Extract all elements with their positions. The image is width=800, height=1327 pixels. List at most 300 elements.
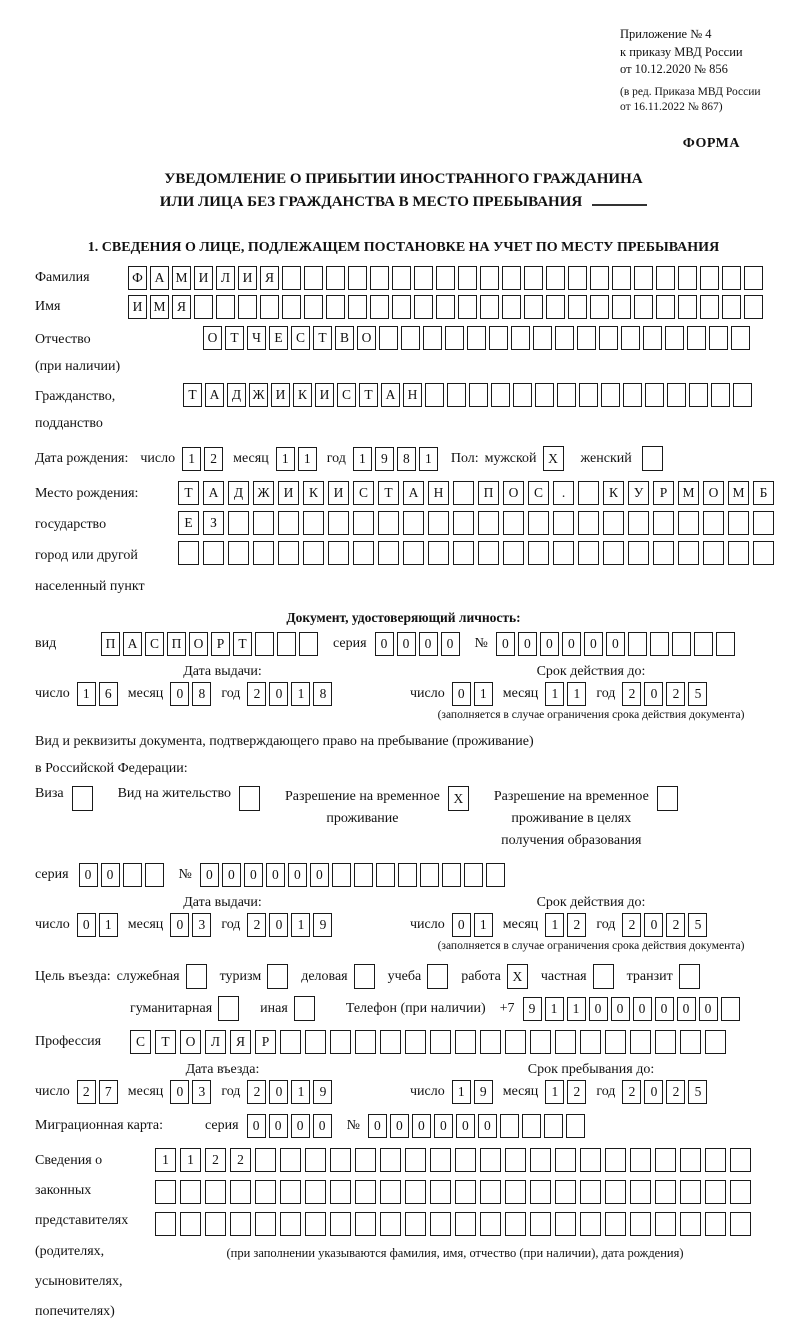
char-box[interactable]: 0 (200, 863, 219, 887)
char-box[interactable] (722, 266, 741, 290)
char-box[interactable]: 1 (180, 1148, 201, 1172)
char-box[interactable] (680, 1180, 701, 1204)
char-box[interactable] (458, 266, 477, 290)
char-box[interactable] (546, 295, 565, 319)
char-box[interactable] (578, 511, 599, 535)
char-box[interactable] (580, 1212, 601, 1236)
char-box[interactable] (453, 511, 474, 535)
char-box[interactable] (330, 1180, 351, 1204)
char-box[interactable] (655, 1148, 676, 1172)
char-box[interactable] (277, 632, 296, 656)
char-box[interactable]: Т (225, 326, 244, 350)
char-box[interactable]: 9 (313, 1080, 332, 1104)
char-box[interactable]: 0 (518, 632, 537, 656)
char-box[interactable] (355, 1148, 376, 1172)
char-box[interactable]: 0 (584, 632, 603, 656)
char-box[interactable]: 2 (205, 1148, 226, 1172)
char-box[interactable] (555, 1148, 576, 1172)
char-box[interactable]: 0 (677, 997, 696, 1021)
char-box[interactable] (580, 1148, 601, 1172)
char-box[interactable] (530, 1148, 551, 1172)
char-box[interactable] (722, 295, 741, 319)
char-box[interactable]: К (603, 481, 624, 505)
char-box[interactable]: 0 (77, 913, 96, 937)
char-box[interactable]: С (145, 632, 164, 656)
char-box[interactable]: М (678, 481, 699, 505)
char-box[interactable]: С (291, 326, 310, 350)
char-box[interactable]: У (628, 481, 649, 505)
char-box[interactable]: 2 (230, 1148, 251, 1172)
char-box[interactable]: 1 (567, 997, 586, 1021)
char-box[interactable] (436, 266, 455, 290)
char-box[interactable]: А (381, 383, 400, 407)
char-box[interactable] (655, 1180, 676, 1204)
char-box[interactable] (303, 541, 324, 565)
char-box[interactable]: 0 (244, 863, 263, 887)
char-box[interactable] (203, 541, 224, 565)
char-box[interactable] (380, 1212, 401, 1236)
char-box[interactable] (645, 383, 664, 407)
char-box[interactable]: 0 (310, 863, 329, 887)
char-box[interactable]: 0 (633, 997, 652, 1021)
char-box[interactable]: Д (228, 481, 249, 505)
char-box[interactable] (414, 295, 433, 319)
char-box[interactable] (705, 1030, 726, 1054)
char-box[interactable] (753, 511, 774, 535)
char-box[interactable] (505, 1180, 526, 1204)
char-box[interactable]: 1 (155, 1148, 176, 1172)
char-box[interactable] (145, 863, 164, 887)
char-box[interactable]: Л (216, 266, 235, 290)
char-box[interactable] (205, 1212, 226, 1236)
char-box[interactable]: И (315, 383, 334, 407)
char-box[interactable] (401, 326, 420, 350)
char-box[interactable]: Т (313, 326, 332, 350)
char-box[interactable] (205, 1180, 226, 1204)
sex-male-checkbox[interactable]: X (543, 446, 564, 471)
char-box[interactable] (630, 1212, 651, 1236)
char-box[interactable] (680, 1148, 701, 1172)
char-box[interactable]: 5 (688, 913, 707, 937)
sex-female-checkbox[interactable] (642, 446, 663, 471)
char-box[interactable]: 1 (99, 913, 118, 937)
char-box[interactable] (612, 266, 631, 290)
char-box[interactable] (228, 511, 249, 535)
char-box[interactable] (380, 1030, 401, 1054)
char-box[interactable] (155, 1212, 176, 1236)
char-box[interactable] (328, 541, 349, 565)
char-box[interactable] (500, 1114, 519, 1138)
char-box[interactable] (480, 1180, 501, 1204)
char-box[interactable] (568, 266, 587, 290)
char-box[interactable] (255, 1212, 276, 1236)
char-box[interactable] (458, 295, 477, 319)
char-box[interactable] (455, 1180, 476, 1204)
char-box[interactable] (348, 295, 367, 319)
char-box[interactable]: Я (230, 1030, 251, 1054)
char-box[interactable] (628, 511, 649, 535)
char-box[interactable]: И (271, 383, 290, 407)
char-box[interactable] (305, 1180, 326, 1204)
char-box[interactable] (180, 1180, 201, 1204)
char-box[interactable] (278, 511, 299, 535)
char-box[interactable]: 1 (291, 682, 310, 706)
char-box[interactable] (505, 1212, 526, 1236)
char-box[interactable]: 2 (622, 682, 641, 706)
char-box[interactable]: 0 (452, 682, 471, 706)
char-box[interactable]: 0 (540, 632, 559, 656)
purpose-checkbox[interactable] (294, 996, 315, 1021)
char-box[interactable] (578, 541, 599, 565)
char-box[interactable]: П (167, 632, 186, 656)
char-box[interactable] (678, 541, 699, 565)
char-box[interactable]: Ф (128, 266, 147, 290)
char-box[interactable] (379, 326, 398, 350)
purpose-checkbox[interactable]: X (507, 964, 528, 989)
char-box[interactable] (480, 1030, 501, 1054)
char-box[interactable]: 0 (266, 863, 285, 887)
char-box[interactable] (282, 266, 301, 290)
char-box[interactable] (524, 295, 543, 319)
char-box[interactable]: Я (260, 266, 279, 290)
char-box[interactable] (180, 1212, 201, 1236)
char-box[interactable]: 2 (247, 682, 266, 706)
char-box[interactable] (503, 541, 524, 565)
char-box[interactable]: . (553, 481, 574, 505)
char-box[interactable] (546, 266, 565, 290)
char-box[interactable] (612, 295, 631, 319)
char-box[interactable] (605, 1030, 626, 1054)
char-box[interactable] (689, 383, 708, 407)
char-box[interactable]: Б (753, 481, 774, 505)
char-box[interactable] (694, 632, 713, 656)
char-box[interactable]: Р (653, 481, 674, 505)
char-box[interactable]: 0 (419, 632, 438, 656)
char-box[interactable] (555, 1212, 576, 1236)
char-box[interactable] (480, 1148, 501, 1172)
char-box[interactable]: 1 (419, 447, 438, 471)
char-box[interactable] (656, 266, 675, 290)
char-box[interactable] (155, 1180, 176, 1204)
char-box[interactable]: 8 (397, 447, 416, 471)
char-box[interactable] (656, 295, 675, 319)
char-box[interactable] (580, 1180, 601, 1204)
char-box[interactable]: П (101, 632, 120, 656)
char-box[interactable] (354, 863, 373, 887)
char-box[interactable] (405, 1180, 426, 1204)
char-box[interactable] (280, 1030, 301, 1054)
char-box[interactable]: 2 (666, 682, 685, 706)
char-box[interactable]: 2 (77, 1080, 96, 1104)
purpose-checkbox[interactable] (427, 964, 448, 989)
char-box[interactable] (469, 383, 488, 407)
char-box[interactable] (753, 541, 774, 565)
char-box[interactable] (577, 326, 596, 350)
char-box[interactable] (535, 383, 554, 407)
char-box[interactable]: 0 (606, 632, 625, 656)
char-box[interactable] (643, 326, 662, 350)
char-box[interactable]: 0 (269, 913, 288, 937)
char-box[interactable] (253, 541, 274, 565)
char-box[interactable] (630, 1148, 651, 1172)
char-box[interactable]: Т (378, 481, 399, 505)
char-box[interactable] (430, 1148, 451, 1172)
char-box[interactable]: 8 (313, 682, 332, 706)
char-box[interactable] (255, 632, 274, 656)
char-box[interactable] (628, 541, 649, 565)
char-box[interactable] (530, 1030, 551, 1054)
char-box[interactable]: А (123, 632, 142, 656)
char-box[interactable]: 0 (170, 913, 189, 937)
char-box[interactable]: 2 (567, 1080, 586, 1104)
char-box[interactable] (376, 863, 395, 887)
char-box[interactable] (238, 295, 257, 319)
char-box[interactable] (580, 1030, 601, 1054)
temp-permit-edu-checkbox[interactable] (657, 786, 678, 811)
char-box[interactable] (555, 1180, 576, 1204)
char-box[interactable] (700, 266, 719, 290)
char-box[interactable] (303, 511, 324, 535)
char-box[interactable] (655, 1030, 676, 1054)
char-box[interactable] (353, 511, 374, 535)
char-box[interactable]: Т (178, 481, 199, 505)
char-box[interactable]: Н (428, 481, 449, 505)
char-box[interactable] (178, 541, 199, 565)
char-box[interactable]: 0 (269, 1080, 288, 1104)
char-box[interactable] (228, 541, 249, 565)
char-box[interactable] (278, 541, 299, 565)
char-box[interactable] (403, 511, 424, 535)
char-box[interactable] (380, 1180, 401, 1204)
char-box[interactable] (467, 326, 486, 350)
char-box[interactable] (230, 1212, 251, 1236)
char-box[interactable] (703, 511, 724, 535)
char-box[interactable] (260, 295, 279, 319)
char-box[interactable] (330, 1030, 351, 1054)
char-box[interactable] (733, 383, 752, 407)
char-box[interactable]: 1 (545, 997, 564, 1021)
char-box[interactable]: 0 (611, 997, 630, 1021)
char-box[interactable]: О (180, 1030, 201, 1054)
char-box[interactable]: 0 (79, 863, 98, 887)
char-box[interactable]: В (335, 326, 354, 350)
char-box[interactable]: 1 (291, 1080, 310, 1104)
char-box[interactable] (653, 541, 674, 565)
char-box[interactable] (634, 266, 653, 290)
temp-permit-checkbox[interactable]: X (448, 786, 469, 811)
char-box[interactable]: Т (359, 383, 378, 407)
char-box[interactable] (194, 295, 213, 319)
char-box[interactable]: 2 (567, 913, 586, 937)
char-box[interactable] (328, 511, 349, 535)
char-box[interactable]: 0 (434, 1114, 453, 1138)
char-box[interactable]: 0 (397, 632, 416, 656)
char-box[interactable] (455, 1030, 476, 1054)
char-box[interactable] (378, 511, 399, 535)
char-box[interactable] (603, 541, 624, 565)
char-box[interactable] (530, 1212, 551, 1236)
char-box[interactable]: 0 (247, 1114, 266, 1138)
char-box[interactable] (478, 541, 499, 565)
char-box[interactable] (623, 383, 642, 407)
char-box[interactable] (678, 266, 697, 290)
char-box[interactable] (355, 1212, 376, 1236)
char-box[interactable] (721, 997, 740, 1021)
char-box[interactable]: Е (269, 326, 288, 350)
char-box[interactable] (716, 632, 735, 656)
char-box[interactable]: К (293, 383, 312, 407)
char-box[interactable] (528, 541, 549, 565)
char-box[interactable]: С (130, 1030, 151, 1054)
char-box[interactable] (255, 1180, 276, 1204)
char-box[interactable] (464, 863, 483, 887)
char-box[interactable]: А (205, 383, 224, 407)
char-box[interactable] (744, 266, 763, 290)
char-box[interactable]: О (203, 326, 222, 350)
char-box[interactable] (405, 1148, 426, 1172)
char-box[interactable] (680, 1030, 701, 1054)
char-box[interactable]: Е (178, 511, 199, 535)
char-box[interactable] (555, 326, 574, 350)
char-box[interactable]: 0 (170, 682, 189, 706)
char-box[interactable]: И (238, 266, 257, 290)
char-box[interactable] (502, 295, 521, 319)
char-box[interactable] (447, 383, 466, 407)
char-box[interactable] (414, 266, 433, 290)
char-box[interactable] (528, 511, 549, 535)
char-box[interactable]: П (478, 481, 499, 505)
char-box[interactable] (678, 511, 699, 535)
char-box[interactable]: 1 (452, 1080, 471, 1104)
char-box[interactable] (687, 326, 706, 350)
char-box[interactable] (557, 383, 576, 407)
char-box[interactable]: О (503, 481, 524, 505)
purpose-checkbox[interactable] (267, 964, 288, 989)
char-box[interactable]: А (150, 266, 169, 290)
char-box[interactable]: А (403, 481, 424, 505)
char-box[interactable] (326, 266, 345, 290)
char-box[interactable] (513, 383, 532, 407)
char-box[interactable] (445, 326, 464, 350)
char-box[interactable] (705, 1180, 726, 1204)
char-box[interactable] (700, 295, 719, 319)
char-box[interactable] (533, 326, 552, 350)
char-box[interactable]: И (328, 481, 349, 505)
char-box[interactable] (605, 1212, 626, 1236)
char-box[interactable] (566, 1114, 585, 1138)
char-box[interactable] (455, 1212, 476, 1236)
char-box[interactable] (305, 1212, 326, 1236)
char-box[interactable] (355, 1030, 376, 1054)
char-box[interactable]: 0 (452, 913, 471, 937)
char-box[interactable]: О (703, 481, 724, 505)
char-box[interactable]: Н (403, 383, 422, 407)
char-box[interactable]: 1 (545, 1080, 564, 1104)
char-box[interactable] (255, 1148, 276, 1172)
char-box[interactable] (665, 326, 684, 350)
char-box[interactable] (655, 1212, 676, 1236)
char-box[interactable] (553, 511, 574, 535)
char-box[interactable] (299, 632, 318, 656)
char-box[interactable] (578, 481, 599, 505)
char-box[interactable] (630, 1030, 651, 1054)
char-box[interactable]: 5 (688, 682, 707, 706)
char-box[interactable]: 2 (622, 1080, 641, 1104)
char-box[interactable]: 2 (204, 447, 223, 471)
char-box[interactable] (486, 863, 505, 887)
char-box[interactable] (348, 266, 367, 290)
char-box[interactable] (480, 295, 499, 319)
char-box[interactable]: А (203, 481, 224, 505)
char-box[interactable]: 7 (99, 1080, 118, 1104)
char-box[interactable] (555, 1030, 576, 1054)
char-box[interactable] (650, 632, 669, 656)
char-box[interactable]: Я (172, 295, 191, 319)
char-box[interactable] (703, 541, 724, 565)
char-box[interactable]: С (528, 481, 549, 505)
char-box[interactable]: 3 (192, 913, 211, 937)
char-box[interactable]: 0 (288, 863, 307, 887)
char-box[interactable]: 0 (456, 1114, 475, 1138)
char-box[interactable] (672, 632, 691, 656)
char-box[interactable]: 9 (474, 1080, 493, 1104)
char-box[interactable] (305, 1148, 326, 1172)
char-box[interactable]: 3 (192, 1080, 211, 1104)
char-box[interactable]: 1 (77, 682, 96, 706)
char-box[interactable]: 0 (101, 863, 120, 887)
char-box[interactable] (216, 295, 235, 319)
char-box[interactable]: 1 (474, 682, 493, 706)
char-box[interactable] (370, 266, 389, 290)
char-box[interactable]: Д (227, 383, 246, 407)
char-box[interactable] (230, 1180, 251, 1204)
char-box[interactable] (544, 1114, 563, 1138)
char-box[interactable]: 0 (390, 1114, 409, 1138)
char-box[interactable]: С (353, 481, 374, 505)
char-box[interactable]: К (303, 481, 324, 505)
char-box[interactable] (436, 295, 455, 319)
char-box[interactable] (730, 1212, 751, 1236)
char-box[interactable]: И (128, 295, 147, 319)
char-box[interactable] (403, 541, 424, 565)
char-box[interactable] (489, 326, 508, 350)
char-box[interactable] (326, 295, 345, 319)
char-box[interactable] (392, 295, 411, 319)
purpose-checkbox[interactable] (593, 964, 614, 989)
char-box[interactable] (511, 326, 530, 350)
char-box[interactable]: 1 (276, 447, 295, 471)
char-box[interactable]: 1 (182, 447, 201, 471)
char-box[interactable]: И (278, 481, 299, 505)
char-box[interactable] (455, 1148, 476, 1172)
char-box[interactable] (428, 541, 449, 565)
purpose-checkbox[interactable] (679, 964, 700, 989)
char-box[interactable]: 1 (298, 447, 317, 471)
char-box[interactable] (731, 326, 750, 350)
char-box[interactable]: 1 (545, 913, 564, 937)
char-box[interactable] (370, 295, 389, 319)
char-box[interactable] (599, 326, 618, 350)
char-box[interactable]: 0 (562, 632, 581, 656)
char-box[interactable] (653, 511, 674, 535)
char-box[interactable] (330, 1148, 351, 1172)
char-box[interactable] (579, 383, 598, 407)
char-box[interactable]: 0 (291, 1114, 310, 1138)
char-box[interactable]: Т (155, 1030, 176, 1054)
char-box[interactable] (605, 1148, 626, 1172)
char-box[interactable]: Ж (249, 383, 268, 407)
char-box[interactable]: С (337, 383, 356, 407)
